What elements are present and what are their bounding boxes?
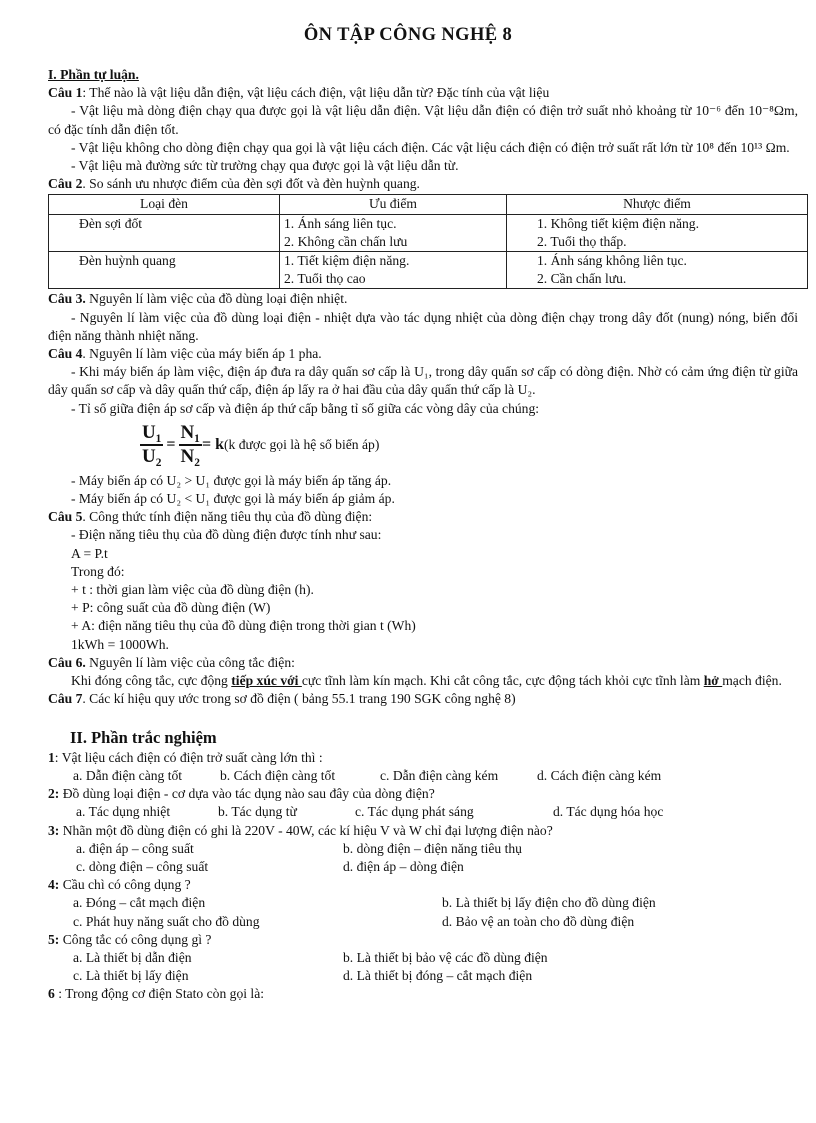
- numerator: N₁: [179, 422, 202, 446]
- mc-options: [48, 840, 798, 858]
- table-cell: Đèn huỳnh quang: [49, 252, 280, 289]
- question-2: [48, 175, 798, 193]
- cell-line: 1. Ánh sáng liên tục.: [284, 215, 397, 231]
- option-c: c. Là thiết bị lấy điện: [73, 968, 189, 984]
- answer-text: cực tĩnh làm kín mạch. Khi cắt công tắc, cực động tách khỏi cực tĩnh làm: [301, 673, 704, 689]
- numerator: U₁: [140, 422, 163, 446]
- question-text: Đồ dùng loại điện - cơ dựa vào tác dụng nào sau đây của dòng điện?: [59, 786, 435, 802]
- question-text: . Các kí hiệu quy ước trong sơ đồ điện ( bảng 55.1 trang 190 SGK công nghệ 8): [82, 691, 516, 707]
- turns-fraction: [179, 422, 202, 468]
- cell-line: 2. Tuổi thọ cao: [284, 271, 366, 287]
- answer-line: + A: điện năng tiêu thụ của đồ dùng điện trong thời gian t (Wh): [71, 618, 416, 634]
- question-label: Câu 2: [48, 176, 83, 192]
- answer-paragraph: [48, 672, 798, 690]
- column-header: Loại đèn: [49, 195, 280, 214]
- question-label: Câu 5: [48, 509, 83, 525]
- cell-line: 2. Cần chấn lưu.: [537, 271, 627, 287]
- answer-paragraph: - Nguyên lí làm việc của đồ dùng loại điện - nhiệt dựa vào tác dụng nhiệt của dòng điện chạy trong dây đốt (nung) nóng, biến đổi điện năng thành nhiệt năng.: [48, 309, 798, 343]
- option-b: b. Là thiết bị lấy điện cho đồ dùng điện: [442, 895, 656, 911]
- table-cell: [507, 252, 808, 289]
- question-1: [48, 84, 798, 102]
- mc-options: [48, 858, 798, 876]
- answer-paragraph: - Tỉ số giữa điện áp sơ cấp và điện áp thứ cấp bằng tỉ số giữa các vòng dây của chúng:: [71, 400, 540, 416]
- column-header: Nhược điểm: [507, 195, 808, 214]
- question-text: Cầu chì có công dụng ?: [59, 877, 191, 893]
- question-text: . So sánh ưu nhược điểm của đèn sợi đốt và đèn huỳnh quang.: [82, 176, 420, 192]
- table-cell: [507, 214, 808, 251]
- mc-options: [48, 767, 798, 785]
- mc-options: [48, 967, 798, 985]
- option-b: b. Là thiết bị bảo vệ các đồ dùng điện: [343, 949, 548, 965]
- option-c: c. Dẫn điện càng kém: [380, 767, 499, 783]
- question-label: Câu 7: [48, 691, 83, 707]
- question-number: 2:: [48, 786, 60, 802]
- mc-question-3: [48, 822, 798, 840]
- question-label: Câu 6.: [48, 654, 86, 670]
- answer-paragraph: - Máy biến áp có U₂ > U₁ được gọi là máy biến áp tăng áp.: [71, 472, 392, 488]
- mc-question-2: [48, 785, 798, 803]
- answer-line: 1kWh = 1000Wh.: [71, 636, 169, 652]
- option-d: d. Bảo vệ an toàn cho đồ dùng điện: [442, 913, 635, 929]
- question-text: Nhãn một đồ dùng điện có ghi là 220V - 40W, các kí hiệu V và W chỉ đại lượng điện nào?: [59, 822, 553, 838]
- option-d: d. Tác dụng hóa học: [553, 804, 664, 820]
- formula-note: (k được gọi là hệ số biến áp): [223, 436, 380, 452]
- option-d: d. Cách điện càng kém: [537, 767, 662, 783]
- cell-line: 1. Ánh sáng không liên tục.: [537, 253, 687, 269]
- answer-paragraph: - Máy biến áp có U₂ < U₁ được gọi là máy biến áp giảm áp.: [71, 491, 395, 507]
- part2-heading: II. Phần trắc nghiệm: [70, 727, 217, 747]
- option-c: c. dòng điện – công suất: [76, 858, 209, 874]
- mc-options: [48, 803, 798, 821]
- answer-line: A = P.t: [71, 545, 108, 561]
- answer-line: + P: công suất của đồ dùng điện (W): [71, 600, 271, 616]
- option-d: d. Là thiết bị đóng – cắt mạch điện: [343, 968, 533, 984]
- question-number: 4:: [48, 877, 60, 893]
- cell-line: 2. Không cần chấn lưu: [284, 233, 408, 249]
- question-number: 3:: [48, 822, 60, 838]
- cell-line: 2. Tuổi thọ thấp.: [537, 233, 627, 249]
- table-row: [49, 214, 808, 251]
- question-text: : Thế nào là vật liệu dẫn điện, vật liệu cách điện, vật liệu dẫn từ? Đặc tính của vật liệu: [82, 85, 550, 101]
- answer-paragraph: - Khi máy biến áp làm việc, điện áp đưa ra dây quấn sơ cấp là U₁, trong dây quấn sơ cấp có dòng điện. Nhờ có cảm ứng điện từ giữa dây quấn sơ cấp và dây quấn thứ cấp, điện áp lấy ra ở hai đầu của dây quấn thứ cấp là U₂.: [48, 364, 798, 398]
- question-text: : Trong động cơ điện Stato còn gọi là:: [54, 986, 264, 1002]
- table-cell: Đèn sợi đốt: [49, 214, 280, 251]
- option-a: a. Dẫn điện càng tốt: [73, 767, 183, 783]
- mc-question-6: [48, 985, 798, 1003]
- mc-question-1: [48, 749, 798, 767]
- question-label: Câu 4: [48, 346, 83, 362]
- option-b: b. dòng điện – điện năng tiêu thụ: [343, 840, 522, 856]
- question-5: [48, 508, 798, 526]
- page-title: ÔN TẬP CÔNG NGHỆ 8: [303, 25, 513, 45]
- cell-line: 1. Không tiết kiệm điện năng.: [537, 215, 699, 231]
- table-header-row: [49, 195, 808, 214]
- underlined-term: tiếp xúc với: [231, 673, 302, 689]
- underlined-term: hở: [703, 673, 723, 689]
- lamp-comparison-table: [48, 194, 808, 289]
- answer-line: + t : thời gian làm việc của đồ dùng điện (h).: [71, 582, 314, 598]
- question-text: : Vật liệu cách điện có điện trở suất càng lớn thì :: [54, 749, 323, 765]
- table-cell: [280, 252, 507, 289]
- mc-question-4: [48, 876, 798, 894]
- option-a: a. điện áp – công suất: [76, 840, 194, 856]
- question-text: Nguyên lí làm việc của công tắc điện:: [85, 654, 295, 670]
- answer-paragraph: - Vật liệu mà dòng điện chạy qua được gọi là vật liệu dẫn điện. Vật liệu dẫn điện có điện trở suất nhỏ khoảng từ 10⁻⁶ đến 10⁻⁸Ωm, có đặc tính dẫn điện tốt.: [48, 103, 798, 137]
- answer-text: mạch điện.: [722, 673, 782, 689]
- denominator: N₂: [180, 445, 200, 467]
- document-body: [48, 66, 798, 1004]
- question-number: 1: [48, 749, 55, 765]
- option-b: b. Tác dụng từ: [218, 804, 297, 820]
- question-text: Nguyên lí làm việc của đồ dùng loại điện nhiệt.: [85, 291, 348, 307]
- transformer-ratio-formula: [140, 421, 798, 469]
- mc-options: [48, 913, 798, 931]
- question-number: 5:: [48, 931, 60, 947]
- table-cell: [280, 214, 507, 251]
- option-a: a. Là thiết bị dẫn điện: [73, 949, 192, 965]
- question-4: [48, 345, 798, 363]
- question-text: . Công thức tính điện năng tiêu thụ của đồ dùng điện:: [82, 509, 373, 525]
- option-c: c. Phát huy năng suất cho đồ dùng: [73, 913, 260, 929]
- option-a: a. Tác dụng nhiệt: [76, 804, 171, 820]
- answer-paragraph: - Vật liệu không cho dòng điện chạy qua gọi là vật liệu cách điện. Các vật liệu cách điện có điện trở suất rất lớn từ 10⁸ đến 10¹³ Ωm.: [71, 139, 790, 155]
- option-d: d. điện áp – dòng điện: [343, 858, 464, 874]
- question-3: [48, 290, 798, 308]
- part1-heading: I. Phần tự luận.: [48, 67, 139, 82]
- option-c: c. Tác dụng phát sáng: [355, 804, 474, 820]
- voltage-fraction: [140, 422, 163, 468]
- denominator: U₂: [142, 445, 162, 467]
- question-text: . Nguyên lí làm việc của máy biến áp 1 pha.: [82, 346, 322, 362]
- question-text: Công tắc có công dụng gì ?: [59, 931, 212, 947]
- column-header: Ưu điểm: [280, 195, 507, 214]
- option-a: a. Đóng – cắt mạch điện: [73, 895, 206, 911]
- answer-line: Trong đó:: [71, 563, 125, 579]
- question-label: Câu 3.: [48, 291, 86, 307]
- answer-text: Khi đóng công tắc, cực động: [71, 673, 232, 689]
- question-number: 6: [48, 986, 55, 1002]
- option-b: b. Cách điện càng tốt: [220, 767, 336, 783]
- answer-paragraph: - Vật liệu mà đường sức từ trường chạy qua được gọi là vật liệu dẫn từ.: [71, 158, 459, 174]
- answer-line: - Điện năng tiêu thụ của đồ dùng điện được tính như sau:: [71, 527, 382, 543]
- equals-sign: =: [166, 435, 176, 453]
- k-constant: = k: [201, 435, 224, 453]
- question-label: Câu 1: [48, 85, 83, 101]
- cell-line: 1. Tiết kiệm điện năng.: [284, 253, 410, 269]
- mc-options: [48, 894, 798, 912]
- table-row: [49, 252, 808, 289]
- question-6: [48, 654, 798, 672]
- mc-question-5: [48, 931, 798, 949]
- question-7: [48, 690, 798, 708]
- mc-options: [48, 949, 798, 967]
